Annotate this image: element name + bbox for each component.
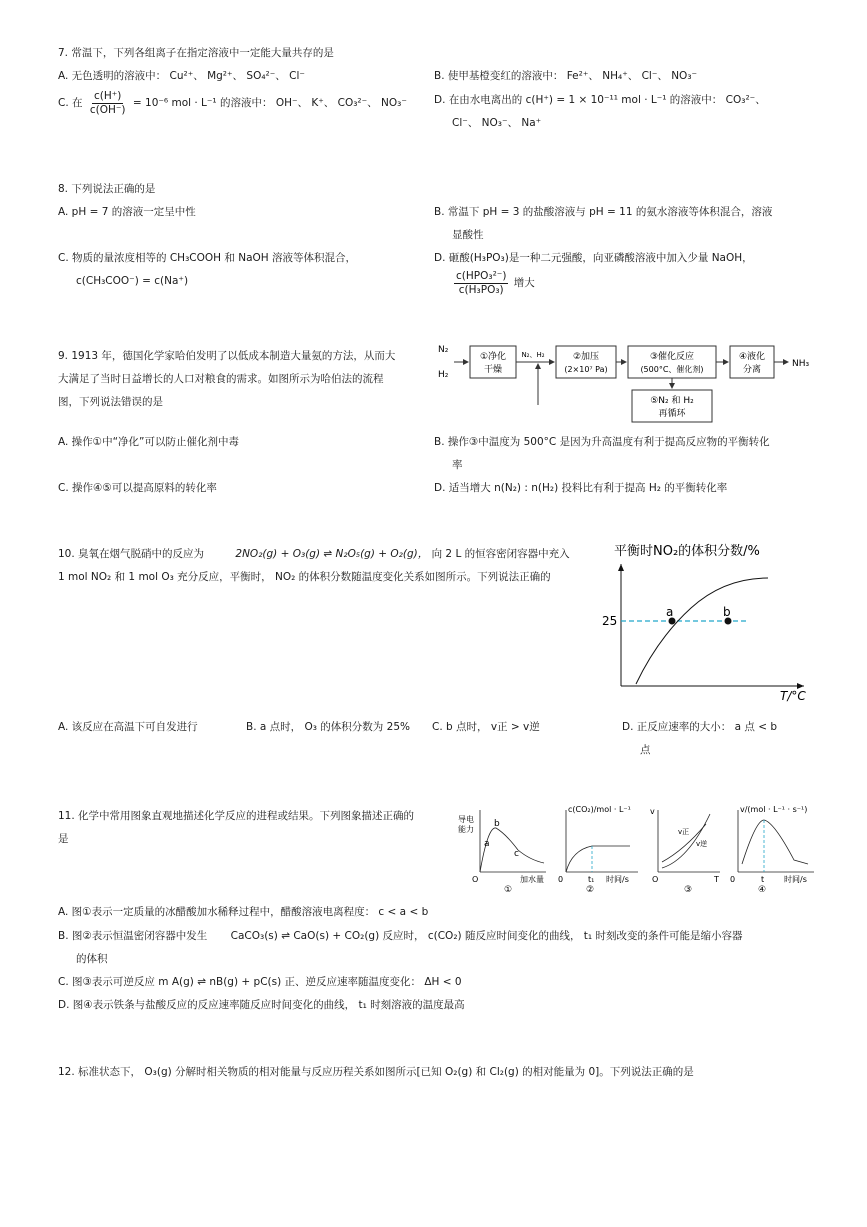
q9-option-a: A. 操作①中“净化”可以防止催化剂中毒 (58, 436, 239, 448)
q11-option-b-line2: 的体积 (76, 953, 108, 965)
q8-option-c-line1: C. 物质的量浓度相等的 CH₃COOH 和 NaOH 溶液等体积混合， (58, 252, 356, 264)
q11-option-b-line1 (58, 928, 742, 944)
q10-option-c: C. b 点时， v正 > v逆 (432, 721, 540, 733)
graph-2-curve (566, 846, 630, 872)
q7-option-d-line1: D. 在由水电离出的 c(H⁺) = 1 × 10⁻¹¹ mol · L⁻¹ 的溶液中： CO₃²⁻、 (434, 94, 766, 106)
flow-box-1-line1: ①净化 (479, 352, 507, 362)
q8-option-d-line2 (452, 268, 535, 298)
graph-3-ylabel: v (650, 807, 655, 816)
q8-option-d-suffix: 增大 (513, 277, 535, 289)
q10-stem-prefix: 10. 臭氧在烟气脱硝中的反应为 (58, 548, 205, 560)
chart-y-label: 平衡时NO₂的体积分数/% (614, 544, 760, 559)
graph-1-curve (480, 828, 544, 872)
q8-option-b-line1: B. 常温下 pH = 3 的盐酸溶液与 pH = 11 的氨水溶液等体积混合，溶液 (434, 206, 773, 218)
graph-1-xlabel: 加水量 (520, 875, 544, 884)
graph-3-xlabel: T (714, 875, 719, 884)
graph-4-origin: 0 (730, 875, 736, 884)
graph-3-origin: O (652, 875, 659, 884)
graph-2-ylabel: c(CO₂)/mol · L⁻¹ (568, 805, 631, 814)
flow-box-3-line1: ③催化反应 (649, 352, 695, 362)
graph-3-v-forward: v正 (678, 828, 690, 836)
q9-stem-line3: 图，下列说法错误的是 (58, 396, 163, 408)
graph-2-xlabel: 时间/s (606, 875, 629, 884)
graph-1-origin: O (472, 875, 479, 884)
q11-stem-line2: 是 (58, 833, 69, 845)
chart-x-label: T/°C (780, 689, 806, 703)
q7-option-c-numerator: c(H⁺) (93, 89, 122, 102)
flow-box-1-line2: 干燥 (483, 365, 503, 375)
q11-stem-line1: 11. 化学中常用图象直观地描述化学反应的进程或结果。下列图象描述正确的 (58, 810, 415, 822)
flow-box-4-line2: 分离 (742, 365, 762, 375)
flow-output-nh3: NH₃ (792, 359, 810, 369)
q9-option-b-line1: B. 操作③中温度为 500°C 是因为升高温度有利于提高反应物的平衡转化 (434, 436, 770, 448)
q9-option-d: D. 适当增大 n(N₂) : n(H₂) 投料比有利于提高 H₂ 的平衡转化率 (434, 482, 728, 494)
flow-mid-label: N₂、H₂ (521, 351, 545, 359)
q11-option-b-prefix: B. 图②表示恒温密闭容器中发生 (58, 930, 208, 942)
graph-2-origin: 0 (558, 875, 564, 884)
chart-y-tick: 25 (602, 614, 618, 628)
q10-option-d-line1: D. 正反应速率的大小： a 点 < b (622, 721, 778, 733)
q11-option-b-equation: CaCO₃(s) ⇌ CaO(s) + CO₂(g) 反应时， c(CO₂) 随反应时间变化的曲线， t₁ 时刻改变的条件可能是缩小容器 (230, 930, 743, 942)
graph-1-point-a: a (484, 839, 490, 849)
q11-option-c: C. 图③表示可逆反应 m A(g) ⇌ nB(g) + pC(s) 正、逆反应速率随温度变化： ΔH < 0 (58, 976, 462, 988)
graph-4-xlabel: 时间/s (784, 875, 807, 884)
q10-stem-line1 (58, 546, 570, 562)
q9-option-b-line2: 率 (452, 459, 463, 471)
chart-point-a-label: a (666, 605, 674, 619)
haber-flow-diagram (430, 335, 820, 425)
q10-option-a: A. 该反应在高温下可自发进行 (58, 721, 198, 733)
flow-box-4-line1: ④液化 (738, 352, 766, 362)
graph-1 (458, 810, 546, 895)
q8-option-d-line1: D. 砸酸(H₃PO₃)是一种二元强酸，向亚磷酸溶液中加入少量 NaOH， (434, 252, 753, 264)
q8-option-d-fraction (454, 270, 508, 297)
graph-1-point-c: c (514, 849, 519, 859)
graph-4-curve (742, 820, 808, 864)
q11-option-a: A. 图①表示一定质量的冰醋酸加水稀释过程中，醋酸溶液电离程度： c < a < b (58, 906, 429, 918)
q7-option-c (58, 88, 407, 118)
graph-2-t1: t₁ (588, 875, 595, 884)
graph-3-v-reverse: v逆 (696, 840, 708, 848)
q12-stem: 12. 标准状态下， O₃(g) 分解时相关物质的相对能量与反应历程关系如图所示[已知 O₂(g) 和 Cl₂(g) 的相对能量为 0]。下列说法正确的是 (58, 1066, 694, 1078)
flow-box-2-line2: (2×10⁷ Pa) (564, 365, 608, 374)
graph-2-tag: ② (586, 885, 595, 895)
flow-box-5-line1: ⑤N₂ 和 H₂ (650, 396, 694, 406)
graph-1-ylabel-1: 导电 (458, 815, 474, 824)
graph-4 (730, 805, 814, 895)
chart-point-b-label: b (723, 605, 731, 619)
q7-option-c-fraction (88, 90, 128, 117)
no2-fraction-chart (596, 538, 816, 708)
graph-4-t: t (761, 875, 765, 884)
graph-1-point-b: b (494, 819, 500, 829)
graph-3-tag: ③ (684, 885, 693, 895)
q8-option-d-numerator: c(HPO₃²⁻) (456, 269, 507, 282)
q7-option-b: B. 使甲基橙变红的溶液中： Fe²⁺、 NH₄⁺、 Cl⁻、 NO₃⁻ (434, 70, 698, 82)
q7-option-a: A. 无色透明的溶液中： Cu²⁺、 Mg²⁺、 SO₄²⁻、 Cl⁻ (58, 70, 305, 82)
flow-box-2-line1: ②加压 (572, 352, 600, 362)
q10-stem-line2: 1 mol NO₂ 和 1 mol O₃ 充分反应，平衡时， NO₂ 的体积分数随温度变化关系如图所示。下列说法正确的 (58, 571, 551, 583)
q8-option-c-line2: c(CH₃COO⁻) = c(Na⁺) (76, 275, 189, 287)
chart-y-axis-arrow (618, 564, 624, 571)
q9-stem-line1: 9. 1913 年，德国化学家哈伯发明了以低成本制造大量氨的方法，从而大 (58, 350, 396, 362)
q7-stem: 7. 常温下，下列各组离子在指定溶液中一定能大量共存的是 (58, 47, 334, 59)
q7-option-d-line2: Cl⁻、 NO₃⁻、 Na⁺ (452, 117, 542, 129)
flow-input-n2: N₂ (438, 345, 449, 355)
q7-option-c-suffix: = 10⁻⁶ mol · L⁻¹ 的溶液中： OH⁻、 K⁺、 CO₃²⁻、 NO₃⁻ (132, 97, 407, 109)
graph-2 (558, 805, 638, 895)
flow-box-5-line2: 再循环 (658, 409, 686, 419)
q8-option-b-line2: 显酸性 (452, 229, 484, 241)
q10-option-d-line2: 点 (640, 744, 651, 756)
q10-equation: 2NO₂(g) + O₃(g) ⇌ N₂O₅(g) + O₂(g)， (235, 548, 429, 560)
graph-3 (650, 807, 720, 895)
flow-box-3-line2: (500°C、催化剂) (640, 365, 704, 374)
q7-option-c-denominator: c(OH⁻) (89, 103, 126, 116)
q9-stem-line2: 大满足了当时日益增长的人口对粮食的需求。如图所示为哈伯法的流程 (58, 373, 384, 385)
q8-stem: 8. 下列说法正确的是 (58, 183, 156, 195)
chart-curve (636, 578, 768, 684)
graph-4-tag: ④ (758, 885, 767, 895)
q9-option-c: C. 操作④⑤可以提高原料的转化率 (58, 482, 217, 494)
q7-option-c-prefix: C. 在 (58, 97, 83, 109)
q10-option-b: B. a 点时， O₃ 的体积分数为 25% (246, 721, 410, 733)
graph-1-tag: ① (504, 885, 513, 895)
flow-input-h2: H₂ (438, 370, 449, 380)
q11-option-d: D. 图④表示铁条与盐酸反应的反应速率随反应时间变化的曲线， t₁ 时刻溶液的温度最高 (58, 999, 465, 1011)
q8-option-a: A. pH = 7 的溶液一定呈中性 (58, 206, 196, 218)
q8-option-d-denominator: c(H₃PO₃) (458, 283, 504, 296)
q10-stem-suffix: 向 2 L 的恒容密闭容器中充入 (431, 548, 570, 560)
graph-1-ylabel-2: 能力 (458, 825, 474, 834)
graph-4-ylabel: v/(mol · L⁻¹ · s⁻¹) (740, 805, 808, 814)
q11-graphs (458, 800, 858, 895)
